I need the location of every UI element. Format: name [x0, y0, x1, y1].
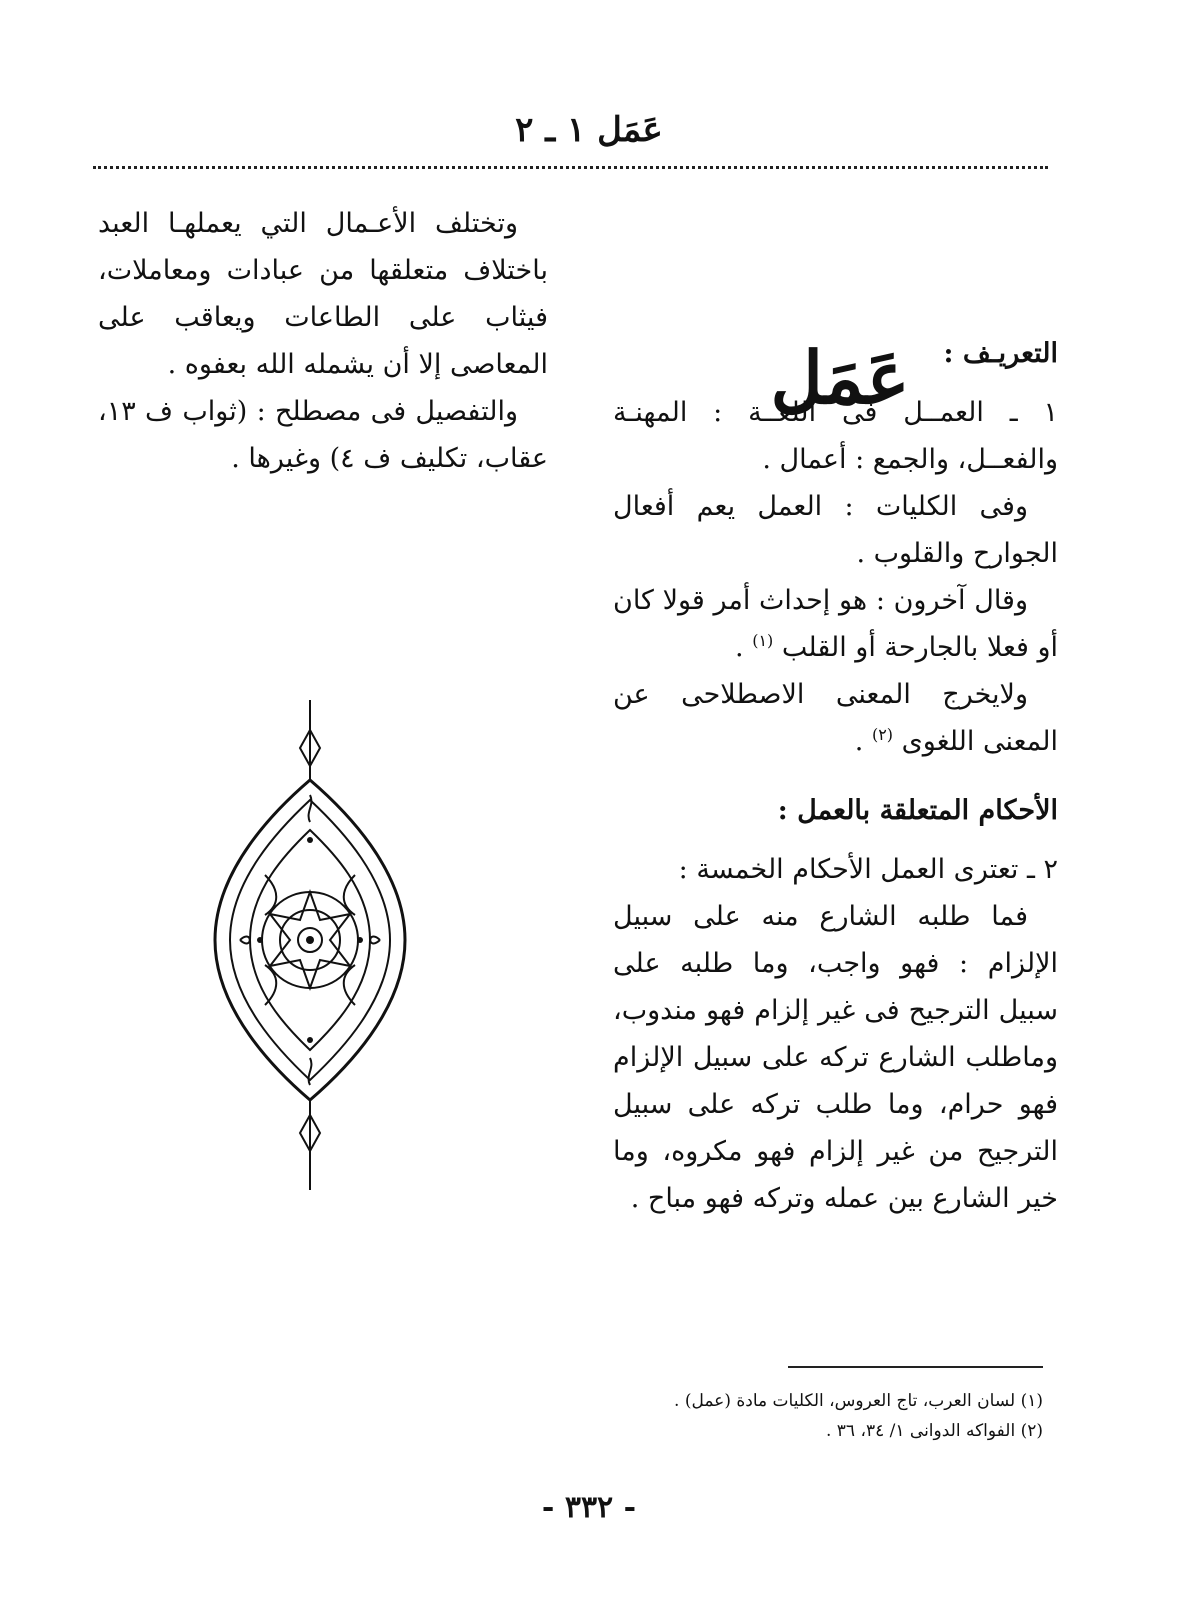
- entry-title: عَمَل: [770, 335, 910, 420]
- running-head: عَمَل ١ ـ ٢: [515, 110, 663, 150]
- left-column: [98, 200, 548, 482]
- paragraph-3: وقال آخرون : هو إحداث أمر قولا كان أو فعلا بالجارحة أو القلب $^{(١)}$ .: [613, 585, 1058, 663]
- paragraph-4: ولايخرج المعنى الاصطلاحى عن المعنى اللغوى $^{(٢)}$ .: [613, 679, 1058, 757]
- paragraph-2: وفى الكليات : العمل يعم أفعال الجوارح والقلوب .: [613, 491, 1058, 569]
- footnote-2: (٢) الفواكه الدوانى ١/ ٣٤، ٣٦ .: [825, 1421, 1043, 1441]
- definition-heading: التعريـف :: [943, 338, 1058, 369]
- footnote-rule: [788, 1366, 1043, 1368]
- page-number: - ٣٣٢ -: [541, 1490, 637, 1525]
- footnote-ref-2: (٢): [871, 725, 894, 744]
- paragraph-5: ٢ ـ تعترى العمل الأحكام الخمسة :: [678, 854, 1058, 885]
- left-paragraph-1: وتختلف الأعـمال التي يعملهـا العبد باختلاف متعلقها من عبادات ومعاملات، فيثاب على الطاعات ويعاقب على المعاصى إلا أن يشمله الله بعفوه .: [98, 208, 548, 380]
- right-column: [613, 330, 1058, 1222]
- paragraph-1: ١ ـ العمــل فى اللغــة : المهنـة والفعــل، والجمع : أعمال .: [613, 397, 1058, 475]
- header-dotted-rule: [93, 166, 1048, 169]
- footnote-ref-1: (١): [752, 631, 774, 650]
- paragraph-4-text: ولايخرج المعنى الاصطلاحى عن المعنى اللغوى: [613, 679, 1058, 757]
- rulings-heading: الأحكام المتعلقة بالعمل :: [777, 795, 1058, 826]
- footnotes: [543, 1386, 1043, 1446]
- left-paragraph-2: والتفصيل فى مصطلح : (ثواب ف ١٣، عقاب، تكليف ف ٤) وغيرها .: [98, 396, 548, 474]
- footnote-1: (١) لسان العرب، تاج العروس، الكليات مادة (عمل) .: [674, 1391, 1043, 1411]
- paragraph-3-text: وقال آخرون : هو إحداث أمر قولا كان أو فعلا بالجارحة أو القلب: [613, 585, 1058, 663]
- arabesque-ornament-icon: [205, 700, 415, 1190]
- paragraph-6: فما طلبه الشارع منه على سبيل الإلزام : فهو واجب، وما طلبه على سبيل الترجيح فى غير إلزام فهو مندوب، وماطلب الشارع تركه على سبيل الإلزام فهو حرام، وما طلب تركه على سبيل الترجيح من غير إلزام فهو مكروه، وما خير الشارع بين عمله وتركه فهو مباح .: [613, 901, 1058, 1214]
